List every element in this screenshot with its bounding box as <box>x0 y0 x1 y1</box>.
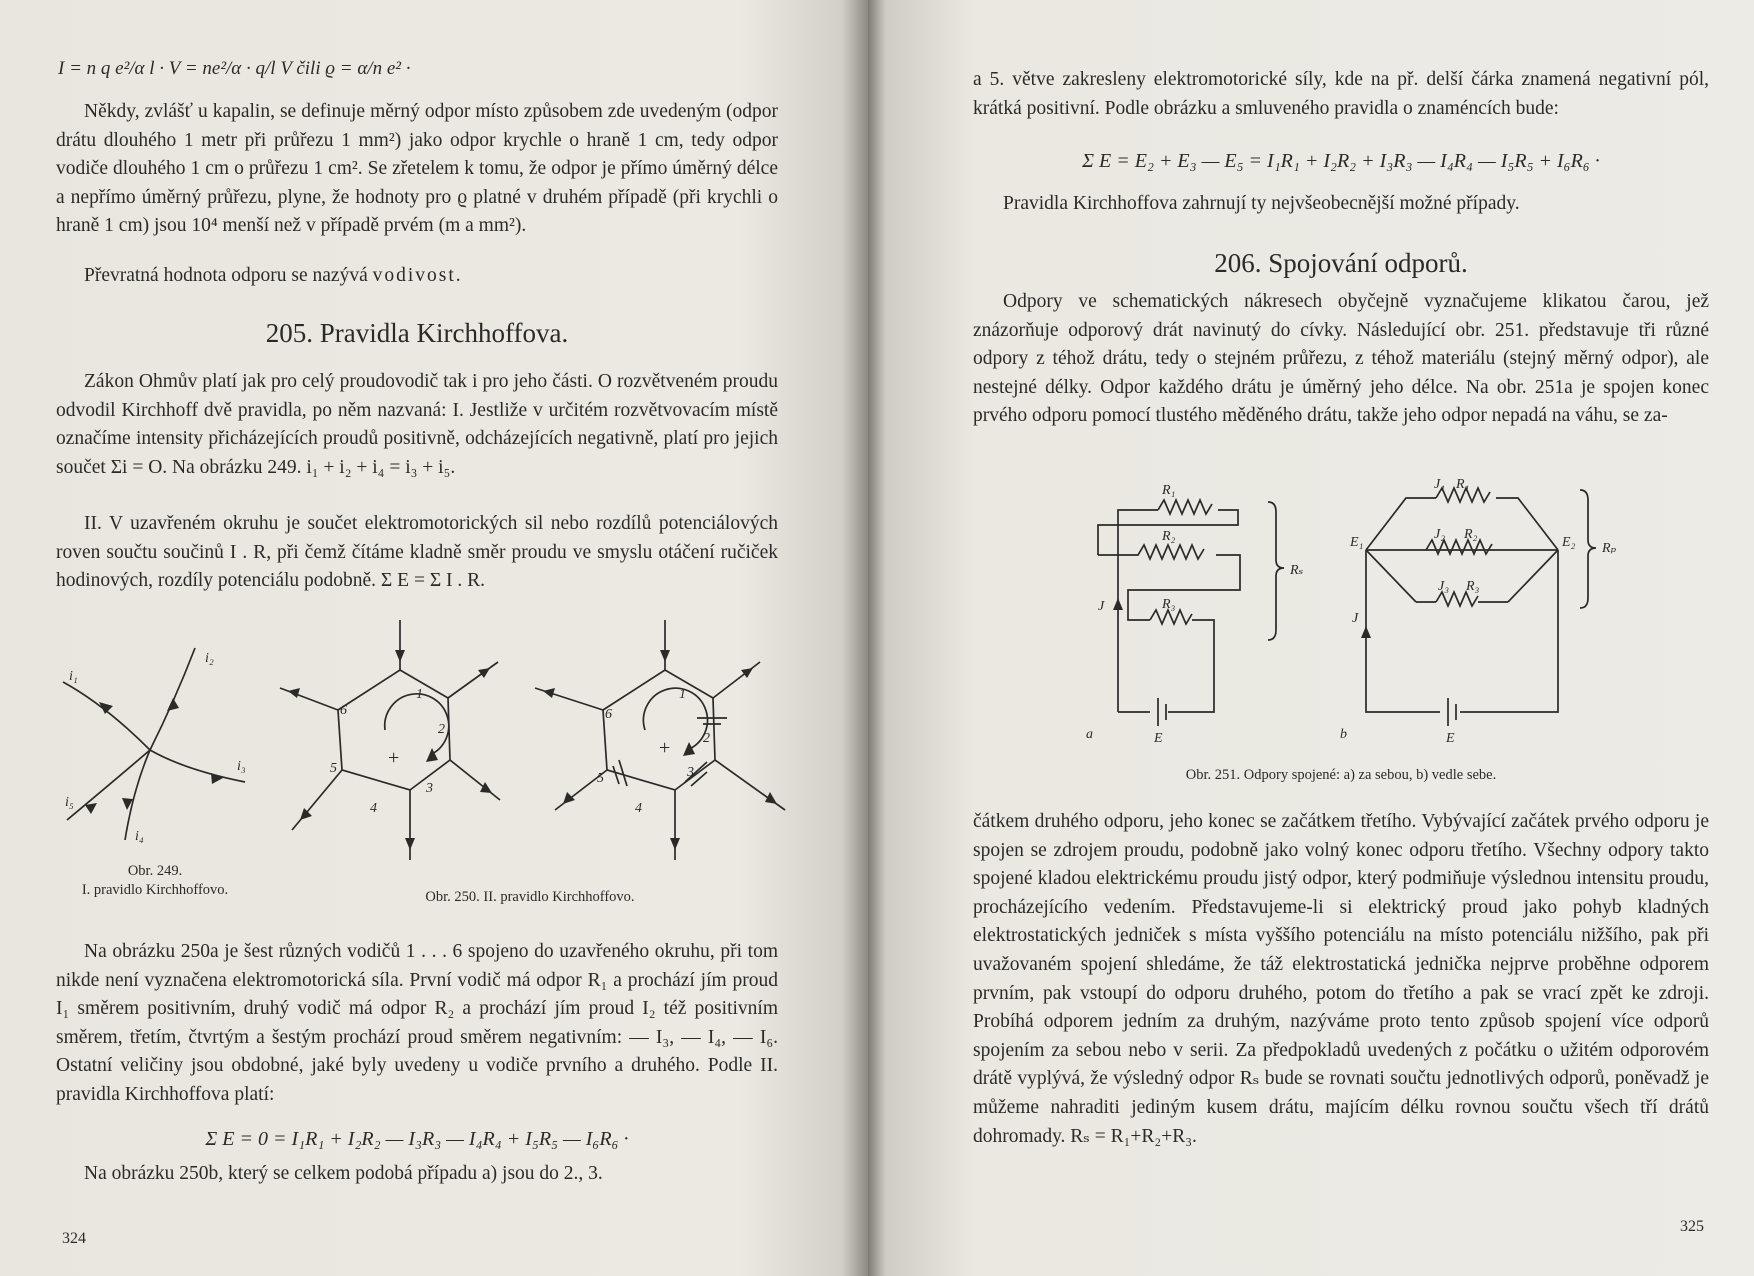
arrow-i1 <box>99 702 113 714</box>
label-b-r2: R₂ <box>1464 527 1478 542</box>
label-2: 2 <box>438 722 445 737</box>
caption-249 <box>55 862 255 900</box>
formula-resistivity: I = n q e²/α l · V = ne²/α · q/l V čili ϱ = α/n e² · <box>58 58 411 79</box>
label-b-e: E <box>1446 731 1455 746</box>
paragraph-series: čátkem druhého odporu, jeho konec se začátkem třetího. Vybývající začátek prvého odporu je spojen se zdrojem proudu, podobně jako volný konec odporu třetího. Všechny odpory takto spojené kladou elektrickému proudu jistý odpor, který podmiňuje výslednou intensitu proudu, procházejícího vedením. Představujeme-li si elektrický proud jako pohyb kladných elektrostatických jedniček s místa vyššího potenciálu na místo potenciálu nižšího, pak při uvažovaném spojení shledáme, že táž elektrostatická jednička nejprve proběhne odporem prvním, pak vstoupí do odporu druhého, potom do třetího a pak se vrací zpět ke zdroji. Probíhá odporem jedním za druhým, nazýváme proto tento způsob spojení více odporů spojením za sebou nebo v serii. Za předpokladů uvedených z počátku o užitém odporovém drátě vyplývá, že výsledný odpor Rₛ bude se rovnati součtu jednotlivých odporů, poněvadž je můžeme nahraditi jediným kusem drátu, majícím délku rovnou součtu všech tří drátů dohromady. Rₛ = R₁+R₂+R₃. <box>973 811 1709 1147</box>
label-b: b <box>1340 727 1347 742</box>
resistor-r3 <box>1150 610 1192 624</box>
arrow-i3 <box>211 773 223 784</box>
label-r1: R₁ <box>1162 483 1176 498</box>
caption-249-line1: Obr. 249. <box>127 863 183 879</box>
label-b-plus: + <box>659 737 671 759</box>
resistor-parallel-3 <box>1436 592 1478 606</box>
paragraph-emf-signs: a 5. větve zakresleny elektromotorické síly, kde na př. delší čárka znamená negativní pól, krátká positivní. Podle obrázku a smluveného pravidla o znaméncích bude: <box>973 69 1709 119</box>
label-i1: i₁ <box>69 669 78 684</box>
label-i3: i₃ <box>237 759 246 774</box>
label-j: J <box>1098 599 1105 614</box>
formula-kirchhoff-250a: Σ E = 0 = I₁R₁ + I₂R₂ — I₃R₃ — I₄R₄ + I₅R₅ — I₆R₆ · <box>205 1128 629 1150</box>
resistor-parallel-2 <box>1426 540 1492 554</box>
paragraph-resistivity: Někdy, zvlášť u kapalin, se definuje měrný odpor místo způsobem zde uvedeným (odpor drátu dlouhého 1 metr při průřezu 1 mm²) jako odpor krychle o hraně 1 cm, tedy odpor vodiče dlouhého 1 cm o průřezu 1 cm². Se zřetelem k tomu, že odpor je přímo úměrný délce a nepřímo úměrný průřezu, plyne, že hodnoty pro ϱ platné v druhém případě (při krychli o hraně 1 cm) jsou 10⁴ menší než v případě prvém (m a mm²). <box>56 101 778 237</box>
figure-249 <box>55 640 255 870</box>
label-b-j: J <box>1352 611 1359 626</box>
label-6: 6 <box>340 703 347 718</box>
paragraph-conductance <box>56 262 778 291</box>
label-i2: i₂ <box>205 651 214 666</box>
figure-251b <box>1340 477 1648 760</box>
hexagon-circuit <box>338 670 450 790</box>
label-b-4: 4 <box>635 801 642 816</box>
label-4: 4 <box>370 801 377 816</box>
figure-250b <box>535 620 795 870</box>
label-j1: J₁ <box>1434 477 1446 492</box>
left-page <box>0 0 868 1276</box>
label-e2: E₂ <box>1562 535 1576 550</box>
label-b-1: 1 <box>679 687 686 702</box>
emf-short-5 <box>613 766 619 784</box>
conductance-term: vodivost. <box>372 265 463 286</box>
label-3: 3 <box>426 781 433 796</box>
label-b-6: 6 <box>605 707 612 722</box>
label-b-5: 5 <box>597 771 604 786</box>
label-rp: Rₚ <box>1602 541 1617 556</box>
formula-kirchhoff-250b: Σ E = E₂ + E₃ — E₅ = I₁R₁ + I₂R₂ + I₃R₃ — I₄R₄ — I₅R₅ + I₆R₆ · <box>1082 150 1600 172</box>
label-r2: R₂ <box>1162 529 1176 544</box>
caption-249-line2: I. pravidlo Kirchhoffovo. <box>81 882 229 898</box>
paragraph-kirchhoff-2: II. V uzavřeném okruhu je součet elektromotorických sil nebo rozdílů potenciálových roven součtu součinů I . R, při čemž čítáme kladně směr proudu ve smyslu otáčení ručiček hodinových, rozdíly potenciálu podobně. Σ E = Σ I . R. <box>56 513 778 592</box>
label-rs: Rₛ <box>1290 563 1304 578</box>
paragraph-250a: Na obrázku 250a je šest různých vodičů 1 . . . 6 spojeno do uzavřeného okruhu, při tom nikde není vyznačena elektromotorická síla. První vodič má odpor R₁ a prochází jím proud I₁ směrem positivním, druhý vodič má odpor R₂ a prochází jím proud I₂ též positivním směrem, třetím, čtvrtým a šestým prochází proud směrem negativním: — I₃, — I₄, — I₆. Ostatní veličiny jsou obdobné, jaké byly uvedeny u vodiče prvního a druhého. Podle II. pravidla Kirchhoffova platí: <box>56 941 778 1105</box>
arrow-i2 <box>167 698 179 711</box>
wire-i2-i4 <box>125 648 195 840</box>
page-number-left: 324 <box>62 1230 86 1247</box>
resistor-r2 <box>1098 545 1204 559</box>
paragraph-kirchhoff-1: Zákon Ohmův platí jak pro celý proudovodič tak i pro jeho části. O rozvětveném proudu odvodil Kirchhoff dvě pravidla, po něm nazvaná: I. Jestliže v určitém rozvětvovacím místě označíme intensity přicházejících proudů positivně, odcházejících negativně, platí pro jejich součet Σi = O. Na obrázku 249. i₁ + i₂ + i₄ = i₃ + i₅. <box>56 371 778 478</box>
label-j2: J₂ <box>1434 527 1446 542</box>
caption-251: Obr. 251. Odpory spojené: a) za sebou, b) vedle sebe. <box>1185 767 1497 783</box>
figure-251a <box>1078 480 1318 760</box>
conductance-text: Převratná hodnota odporu se nazývá <box>84 265 368 286</box>
paragraph-resistors: Odpory ve schematických nákresech obyčejně vyznačujeme klikatou čarou, jež znázorňuje odporový drát navinutý do cívky. Následující obr. 251. představuje tři různé odpory z téhož drátu, tedy o stejném průřezu, z téhož materiálu (stejný měrný odpor), ale nestejné délky. Odpor každého drátu je úměrný jeho délce. Na obr. 251a je spojen konec prvého odporu pomocí tlustého měděného drátu, takže jeho odpor nepadá na váhu, se za- <box>973 291 1709 427</box>
paragraph-250b: Na obrázku 250b, který se celkem podobá případu a) jsou do 2., 3. <box>84 1163 603 1184</box>
arrow-i5 <box>85 803 97 814</box>
label-b-3: 3 <box>687 765 694 780</box>
label-b-r1: R₁ <box>1456 477 1470 492</box>
paragraph-general: Pravidla Kirchhoffova zahrnují ty nejvšeobecnější možné případy. <box>1003 193 1520 214</box>
label-b-2: 2 <box>703 731 710 746</box>
label-5: 5 <box>330 761 337 776</box>
page-number-right: 325 <box>1680 1218 1704 1235</box>
label-e: E <box>1154 731 1163 746</box>
label-i5: i₅ <box>65 795 74 810</box>
caption-250: Obr. 250. II. pravidlo Kirchhoffovo. <box>425 889 635 905</box>
label-e1: E₁ <box>1350 535 1364 550</box>
wire-i1-i3 <box>63 682 245 782</box>
label-a: a <box>1086 727 1093 742</box>
label-r3: R₃ <box>1162 597 1176 612</box>
label-b-r3: R₃ <box>1466 579 1480 594</box>
label-i4: i₄ <box>135 829 144 844</box>
rotation-arrow-b <box>643 688 707 750</box>
resistor-r1 <box>1158 500 1212 514</box>
right-page <box>868 0 1754 1276</box>
brace-rp <box>1580 490 1596 608</box>
label-1: 1 <box>416 687 423 702</box>
hexagon-circuit-emf <box>603 670 715 790</box>
label-plus: + <box>388 747 400 769</box>
figure-250a <box>280 620 520 870</box>
label-j3: J₃ <box>1438 579 1450 594</box>
heading-206: 206. Spojování odporů. <box>1214 248 1468 278</box>
heading-205: 205. Pravidla Kirchhoffova. <box>265 318 569 348</box>
brace-rs <box>1268 502 1284 640</box>
